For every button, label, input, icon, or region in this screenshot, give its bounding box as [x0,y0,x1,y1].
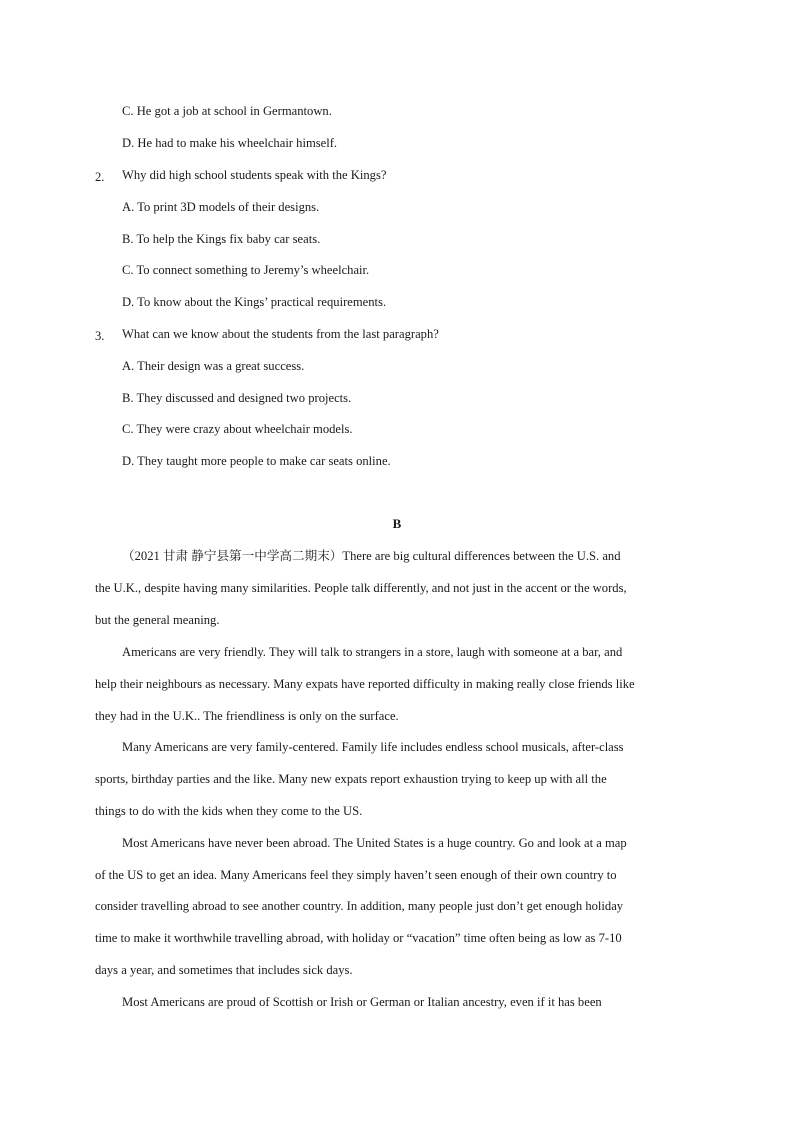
passage-line: consider travelling abroad to see another country. In addition, many people just don’t get enough holiday [95,899,624,913]
passage-line: Most Americans are proud of Scottish or Irish or German or Italian ancestry, even if it has been [122,995,602,1009]
q1-option-d: D. He had to make his wheelchair himself. [122,136,338,150]
q3-option-b: B. They discussed and designed two projects. [122,391,352,405]
q3-option-a: A. Their design was a great success. [122,359,305,373]
section-heading: B [392,516,402,531]
q2-number: 2. [95,170,105,184]
q3-question: What can we know about the students from the last paragraph? [122,327,439,341]
passage-line: （2021 甘肃 静宁县第一中学高二期末）There are big cultural differences between the U.S. and [122,549,621,563]
passage-line: they had in the U.K.. The friendliness is only on the surface. [95,709,399,723]
passage-line: the U.K., despite having many similarities. People talk differently, and not just in the accent or the words, [95,581,627,595]
q3-number: 3. [95,329,105,343]
q3-option-c: C. They were crazy about wheelchair models. [122,422,353,436]
passage-line: help their neighbours as necessary. Many expats have reported difficulty in making really close friends like [95,677,635,691]
q2-question: Why did high school students speak with the Kings? [122,168,387,182]
q2-option-c: C. To connect something to Jeremy’s wheelchair. [122,263,370,277]
passage-line: of the US to get an idea. Many Americans feel they simply haven’t seen enough of their own country to [95,868,617,882]
q3-option-d: D. They taught more people to make car seats online. [122,454,391,468]
passage-line: but the general meaning. [95,613,220,627]
passage-line: Americans are very friendly. They will talk to strangers in a store, laugh with someone at a bar, and [122,645,623,659]
q1-option-c: C. He got a job at school in Germantown. [122,104,332,118]
passage-line: days a year, and sometimes that includes sick days. [95,963,353,977]
q2-option-a: A. To print 3D models of their designs. [122,200,320,214]
passage-line: Most Americans have never been abroad. The United States is a huge country. Go and look at a map [122,836,627,850]
passage-line: Many Americans are very family-centered. Family life includes endless school musicals, after-class [122,740,624,754]
q2-option-b: B. To help the Kings fix baby car seats. [122,232,321,246]
passage-line: time to make it worthwhile travelling abroad, with holiday or “vacation” time often being as low as 7-10 [95,931,622,945]
q2-option-d: D. To know about the Kings’ practical requirements. [122,295,387,309]
passage-line: things to do with the kids when they come to the US. [95,804,363,818]
passage-line: sports, birthday parties and the like. Many new expats report exhaustion trying to keep up with all the [95,772,607,786]
